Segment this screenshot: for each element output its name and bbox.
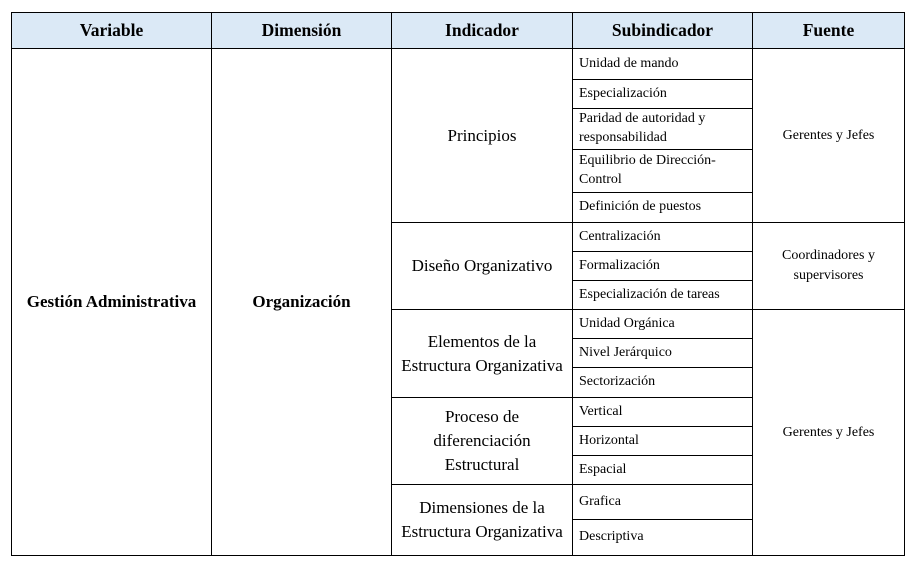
- subindicator-cell: Paridad de autoridad y responsabilidad: [573, 109, 753, 150]
- source-cell-3: Gerentes y Jefes: [753, 310, 905, 556]
- subindicator-cell: Definición de puestos: [573, 193, 753, 223]
- subindicator-cell: Unidad de mando: [573, 49, 753, 80]
- subindicator-cell: Grafica: [573, 485, 753, 520]
- indicator-proceso-diferenciacion: Proceso de diferenciación Estructural: [392, 398, 573, 485]
- subindicator-cell: Sectorización: [573, 368, 753, 398]
- header-source: Fuente: [753, 13, 905, 49]
- subindicator-cell: Equilibrio de Dirección-Control: [573, 150, 753, 193]
- indicator-diseno-organizativo: Diseño Organizativo: [392, 223, 573, 310]
- indicator-elementos-estructura: Elementos de la Estructura Organizativa: [392, 310, 573, 398]
- header-row: [12, 13, 905, 49]
- table-row: [12, 49, 905, 80]
- variable-cell: Gestión Administrativa: [12, 49, 212, 556]
- header-indicator: Indicador: [392, 13, 573, 49]
- subindicator-cell: Especialización de tareas: [573, 281, 753, 310]
- subindicator-cell: Descriptiva: [573, 520, 753, 556]
- subindicator-cell: Horizontal: [573, 427, 753, 456]
- source-cell-1: Gerentes y Jefes: [753, 49, 905, 223]
- header-variable: Variable: [12, 13, 212, 49]
- subindicator-cell: Centralización: [573, 223, 753, 252]
- subindicator-cell: Unidad Orgánica: [573, 310, 753, 339]
- indicator-principios: Principios: [392, 49, 573, 223]
- subindicator-cell: Vertical: [573, 398, 753, 427]
- indicator-dimensiones-estructura: Dimensiones de la Estructura Organizativa: [392, 485, 573, 556]
- operationalization-table: [11, 12, 905, 556]
- subindicator-cell: Nivel Jerárquico: [573, 339, 753, 368]
- dimension-cell: Organización: [212, 49, 392, 556]
- subindicator-cell: Especialización: [573, 80, 753, 109]
- header-subindicator: Subindicador: [573, 13, 753, 49]
- source-cell-2: Coordinadores y supervisores: [753, 223, 905, 310]
- header-dimension: Dimensión: [212, 13, 392, 49]
- subindicator-cell: Espacial: [573, 456, 753, 485]
- subindicator-cell: Formalización: [573, 252, 753, 281]
